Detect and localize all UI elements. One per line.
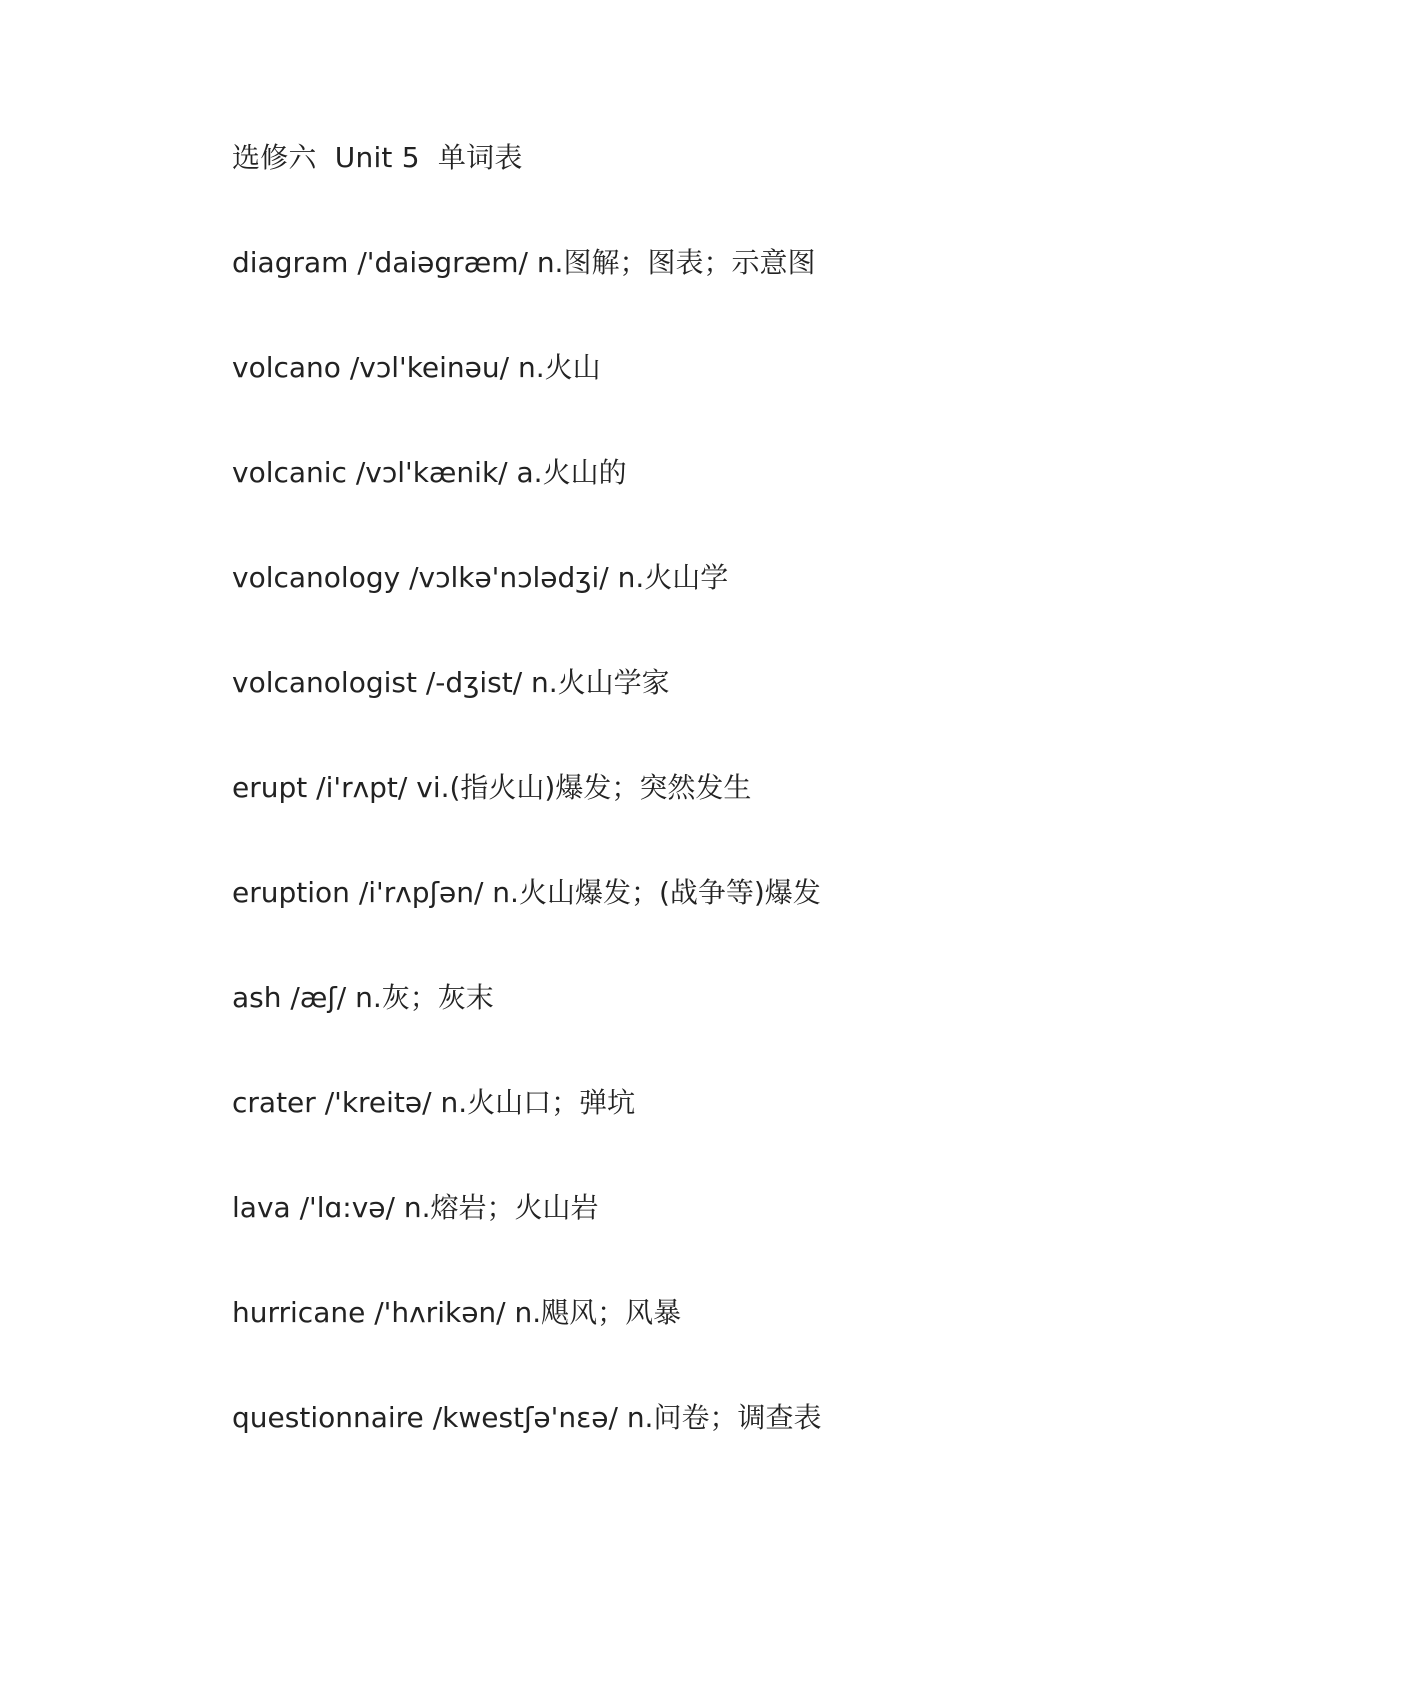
vocab-entry-hurricane: [232, 1293, 821, 1398]
vocab-definition: n.火山爆发；(战争等)爆发: [492, 876, 821, 909]
vocab-definition: vi.(指火山)爆发；突然发生: [416, 771, 752, 804]
vocab-definition: n.灰；灰末: [355, 981, 494, 1014]
vocab-phonetic: /vɔl'keinəu/: [349, 351, 510, 384]
vocab-phonetic: /'lɑ:və/: [299, 1191, 395, 1224]
vocab-definition: n.火山: [517, 351, 601, 384]
vocab-definition: n.飓风；风暴: [514, 1296, 682, 1329]
vocab-entry-erupt: [232, 768, 821, 873]
vocab-entry-volcanologist: [232, 663, 821, 768]
vocab-definition: n.火山口；弹坑: [440, 1086, 636, 1119]
vocab-word: crater: [232, 1086, 316, 1119]
vocab-phonetic: /vɔl'kænik/: [355, 456, 508, 489]
vocab-phonetic: /-dʒist/: [425, 666, 523, 699]
vocab-phonetic: /kwestʃə'nɛə/: [432, 1401, 618, 1434]
vocab-entry-diagram: [232, 243, 821, 348]
document-title: 选修六 Unit 5 单词表: [232, 141, 523, 174]
vocab-word: volcanology: [232, 561, 401, 594]
vocab-entry-eruption: [232, 873, 821, 978]
vocab-entry-volcanic: [232, 453, 821, 558]
vocab-word: erupt: [232, 771, 308, 804]
vocab-phonetic: /'hʌrikən/: [374, 1296, 506, 1329]
vocab-phonetic: /vɔlkə'nɔlədʒi/: [409, 561, 609, 594]
vocab-word: volcano: [232, 351, 341, 384]
vocab-phonetic: /'daiəgræm/: [357, 246, 528, 279]
vocab-definition: n.火山学: [617, 561, 729, 594]
vocab-phonetic: /i'rʌpʃən/: [358, 876, 484, 909]
vocab-entry-volcano: [232, 348, 821, 453]
vocab-phonetic: /'kreitə/: [324, 1086, 432, 1119]
vocab-entry-ash: [232, 978, 821, 1083]
vocab-entry-lava: [232, 1188, 821, 1293]
vocab-definition: n.图解；图表；示意图: [536, 246, 816, 279]
vocab-word: ash: [232, 981, 282, 1014]
vocab-definition: a.火山的: [516, 456, 627, 489]
vocab-word: lava: [232, 1191, 291, 1224]
vocabulary-list: [232, 243, 821, 1503]
vocab-word: questionnaire: [232, 1401, 424, 1434]
vocab-word: diagram: [232, 246, 349, 279]
vocab-phonetic: /i'rʌpt/: [316, 771, 408, 804]
vocab-word: volcanic: [232, 456, 347, 489]
vocab-entry-questionnaire: [232, 1398, 821, 1503]
vocab-word: hurricane: [232, 1296, 366, 1329]
vocab-entry-crater: [232, 1083, 821, 1188]
vocab-phonetic: /æʃ/: [290, 981, 347, 1014]
vocab-entry-volcanology: [232, 558, 821, 663]
vocab-definition: n.问卷；调查表: [626, 1401, 822, 1434]
vocab-word: volcanologist: [232, 666, 417, 699]
vocab-definition: n.火山学家: [531, 666, 670, 699]
vocab-word: eruption: [232, 876, 350, 909]
vocab-definition: n.熔岩；火山岩: [403, 1191, 599, 1224]
